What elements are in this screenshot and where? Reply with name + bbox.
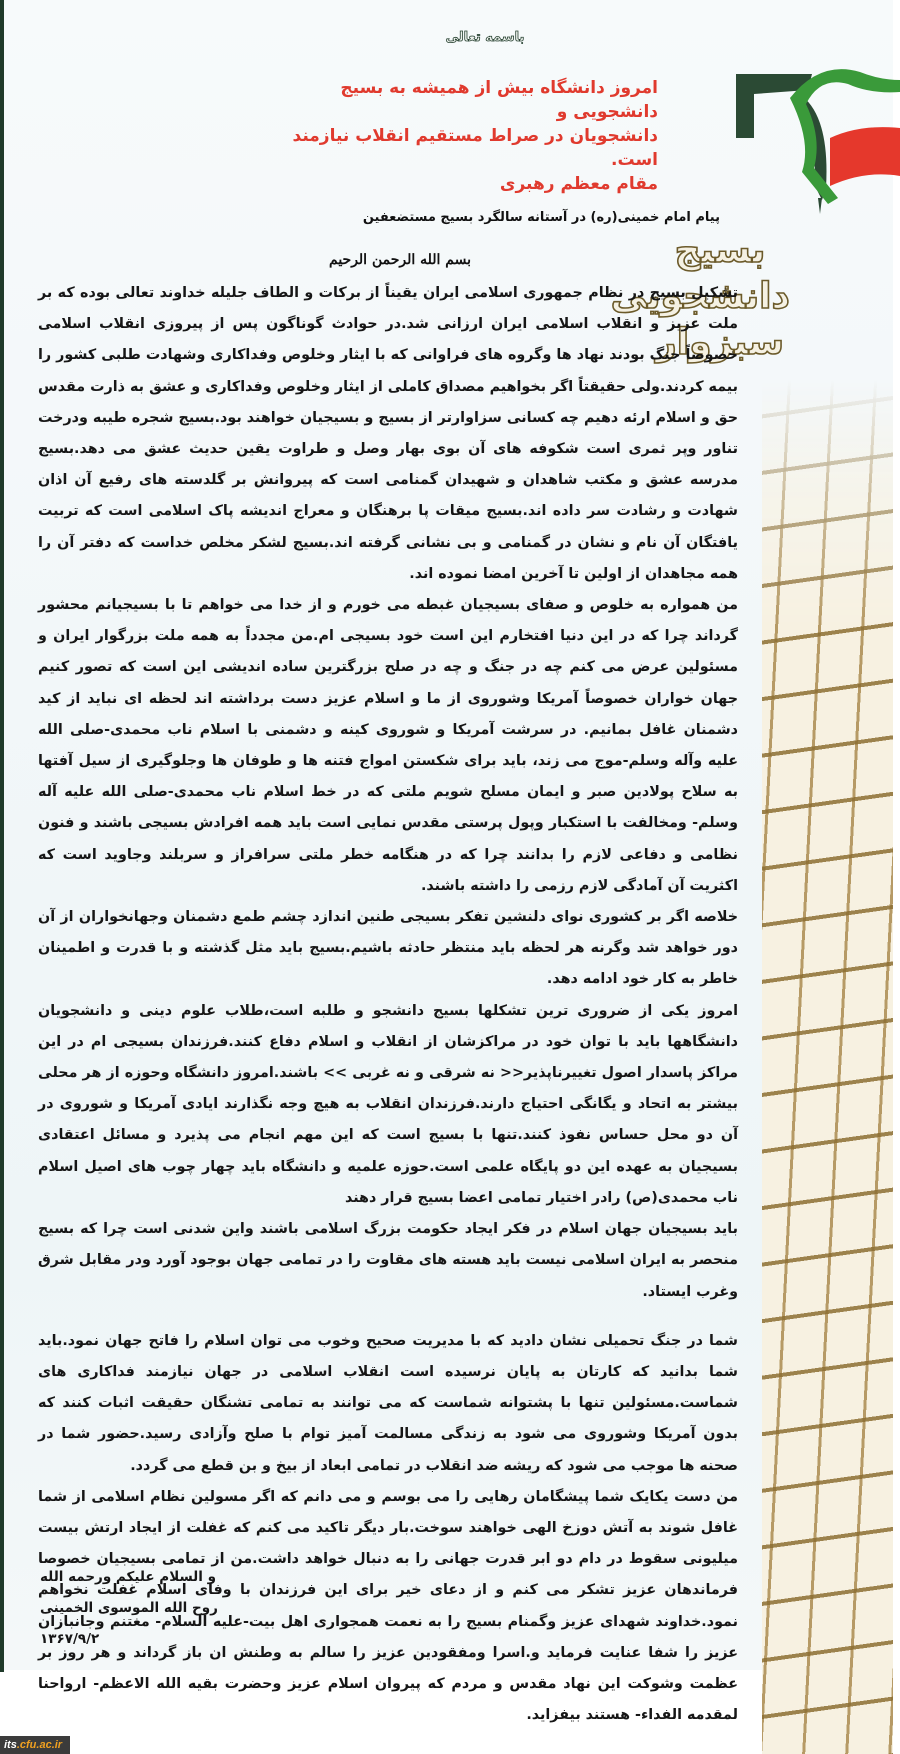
paragraph: شما در جنگ تحمیلی نشان دادید که با مدیریت صحیح وخوب می توان اسلام را فاتح جهان نمود.باید شما بدانید که کارتان به پایان نرسیده است انقلاب اسلامی در جهان نیازمند فداکاری های شماست.مسئولین تنها با پشتوانه شماست که می توانند به تمامی تشنگان حقیقت اثبات کنند که بدون آمریکا وشوروی می شود به زندگی مسالمت آمیز توام با صلح وآزادی رسید.حضور شما در صحنه ها موجب می شود که ریشه ضد انقلاب در تمامی ابعاد از بیخ و بن قطع می گردد. bbox=[38, 1332, 738, 1474]
closing-salutation: و السلام علیکم ورحمه الله bbox=[40, 1569, 216, 1585]
brand-line: بسیج bbox=[674, 230, 766, 271]
paragraph: تشکیل بسیج در نظام جمهوری اسلامی ایران یقیناً از برکات و الطاف جلیله خداوند تعالی بوده که بر ملت عزیز و انقلاب اسلامی ایران ارزانی شد.در حوادث گوناگون پس از پیروزی انقلاب اسلامی خصوصاً جنگ بودند نهاد ها وگروه های فراوانی که با ایثار وخلوص وفداکاری وشهادت طلبی کشور را بیمه کردند.ولی حقیقتاً اگر بخواهیم مصداق کاملی از ایثار وخلوص وفداکاری و عشق به ذارت مقدس حق و اسلام ارئه دهیم چه کسانی سزاوارتر از بسیج و بسیجیان خواهند بود.بسیج شجره طیبه ودرخت تناور وپر ثمری است شکوفه های آن بوی بهار وصل و طراوت یقین حدیث عشق می دهد.بسیج مدرسه عشق و مکتب شاهدان و شهیدان گمنامی است که پیروانش بر گلدسته های رفیع آن اذان شهادت و رشادت سر داده اند.بسیج میقات پا برهنگان و معراج اندیشه پاک اسلامی است که تربیت یافتگان آن نام و نشان در گمنامی و بی نشانی گرفته اند.بسیج لشکر مخلص خداست که دفتر آن را همه مجاهدان از اولین تا آخرین امضا نموده اند. bbox=[38, 285, 738, 582]
message-title: پیام امام خمینی(ره) در آستانه سالگرد بسیج مستضعفین bbox=[362, 210, 720, 225]
message-body bbox=[38, 278, 738, 1731]
quote-author: مقام معظم رهبری bbox=[499, 174, 658, 194]
bismillah: بسم الله الرحمن الرحیم bbox=[329, 252, 471, 268]
signature-name: روح الله الموسوی الخمینی bbox=[40, 1600, 218, 1616]
paragraph: باید بسیجیان جهان اسلام در فکر ایجاد حکومت بزرگ اسلامی باشند واین شدنی است چرا که بسیج منحصر به ایران اسلامی نیست باید هسته های مقاوت را در تمامی جهان بوجود آورد ودر مقابل شرق وغرب ایستاد. bbox=[38, 1221, 738, 1300]
signature-date: ۱۳۶۷/۹/۲ bbox=[40, 1631, 100, 1647]
watermark-prefix: its bbox=[4, 1739, 17, 1751]
grid-decoration bbox=[762, 380, 893, 1754]
brand-line: دانشجویی bbox=[610, 276, 790, 317]
site-watermark bbox=[0, 1736, 70, 1754]
paragraph: امروز یکی از ضروری ترین تشکلها بسیج دانشجو و طلبه است،طلاب علوم دینی و دانشجویان دانشگاهها باید با توان خود در مراکزشان از انقلاب و اسلام دفاع کنند.فرزندان بسیجی ام در این مراکز پاسدار اصول تغییرناپذیر<< نه شرقی و نه غربی >> باشند.امروز دانشگاه وحوزه از هر محلی بیشتر به اتحاد و یگانگی احتیاج دارند.فرزندان انقلاب به هیچ وجه نگذارند ایادی آمریکا و شوروی در آن دو محل حساس نفوذ کنند.تنها با بسیج است که این مهم انجام می پذیرد و مسائل اعتقادی بسیجیان به عهده این دو پایگاه علمی است.حوزه علمیه و دانشگاه باید چهار چوب های اصیل اسلام ناب محمدی(ص) رادر اختیار تمامی اعضا بسیج قرار دهند bbox=[38, 1002, 738, 1206]
signature-block bbox=[40, 1562, 240, 1655]
quote-line: دانشجویان در صراط مستقیم انقلاب نیازمند است. bbox=[292, 126, 658, 170]
left-border bbox=[0, 0, 4, 1672]
leader-quote bbox=[280, 76, 658, 196]
invocation-heading: باسمه تعالی bbox=[445, 30, 525, 45]
paragraph: خلاصه اگر بر کشوری نوای دلنشین تفکر بسیجی طنین اندازد چشم طمع دشمنان وجهانخواران از آن دور خواهد شد وگرنه هر لحظه باید منتظر حادثه باشیم.بسیج باید مثل گذشته و با قدرت و اطمینان خاطر به کار خود ادامه دهد. bbox=[38, 909, 738, 988]
brand-line: سبزوار bbox=[656, 322, 784, 363]
watermark-domain: .cfu.ac.ir bbox=[16, 1739, 63, 1751]
quote-line: امروز دانشگاه بیش از همیشه به بسیج دانشجویی و bbox=[340, 78, 658, 122]
paragraph: من همواره به خلوص و صفای بسیجیان غبطه می خورم و از خدا می خواهم تا با بسیجیانم محشور گرداند چرا که در این دنیا افتخارم این است خود بسیجی ام.من مجدداً به همه ملت بزرگوار ایران و مسئولین عرض می کنم چه در جنگ و چه در صلح بزرگترین ساده اندیشی این است که تصور کنیم جهان خواران خصوصاً آمریکا وشوروی از ما و اسلام عزیز دست برداشته اند لحظه ای نباید از کید دشمنان غافل بمانیم. در سرشت آمریکا و شوروی کینه و دشمنی با اسلام ناب محمدی-صلی الله علیه وآله وسلم-موج می زند، باید برای شکستن امواج فتنه ها و طوفان ها وجلوگیری از سیل آفتها به سلاح پولادین صبر و ایمان مسلح شویم ملتی که در خط اسلام ناب محمدی-صلی الله علیه آله وسلم- ومخالفت با استکبار وپول پرستی مقدس نمایی است باید همه افرادش بسیجی باشند و فنون نظامی و دفاعی لازم را بدانند چرا که در هنگامه خطر ملتی سرافراز و سربلند وجاوید است که اکثریت آن آمادگی لازم رزمی را داشته باشند. bbox=[38, 597, 738, 894]
paragraph: من دست یکایک شما پیشگامان رهایی را می بوسم و می دانم که اگر مسولین نظام اسلامی از شما غافل شوند به آتش دوزخ الهی خواهند سوخت.بار دیگر تاکید می کنم که غفلت از ایجاد ارتش بیست میلیونی سقوط در دام دو ابر قدرت جهانی را به دنبال خواهد داشت.من از تمامی بسیجیان خصوصا فرماندهان عزیز تشکر می کنم و از دعای خیر برای این فرزندان با وفای اسلام غفلت نخواهم نمود.خداوند شهدای عزیز وگمنام بسیج را به نعمت همجواری اهل بیت-علیه السلام- مغتنم وجانبازان عزیز را شفا عنایت فرماید و.اسرا ومفقودین عزیز را سالم به وطنش ان باز گرداند و هر روز بر عظمت وشوکت این نهاد مقدس و مردم که پیروان اسلام عزیز وحضرت بقیه الله الاعظم- ارواحنا لمقدمه الفداء- هستند بیفزاید. bbox=[38, 1488, 738, 1724]
basij-logo-icon bbox=[730, 58, 900, 218]
